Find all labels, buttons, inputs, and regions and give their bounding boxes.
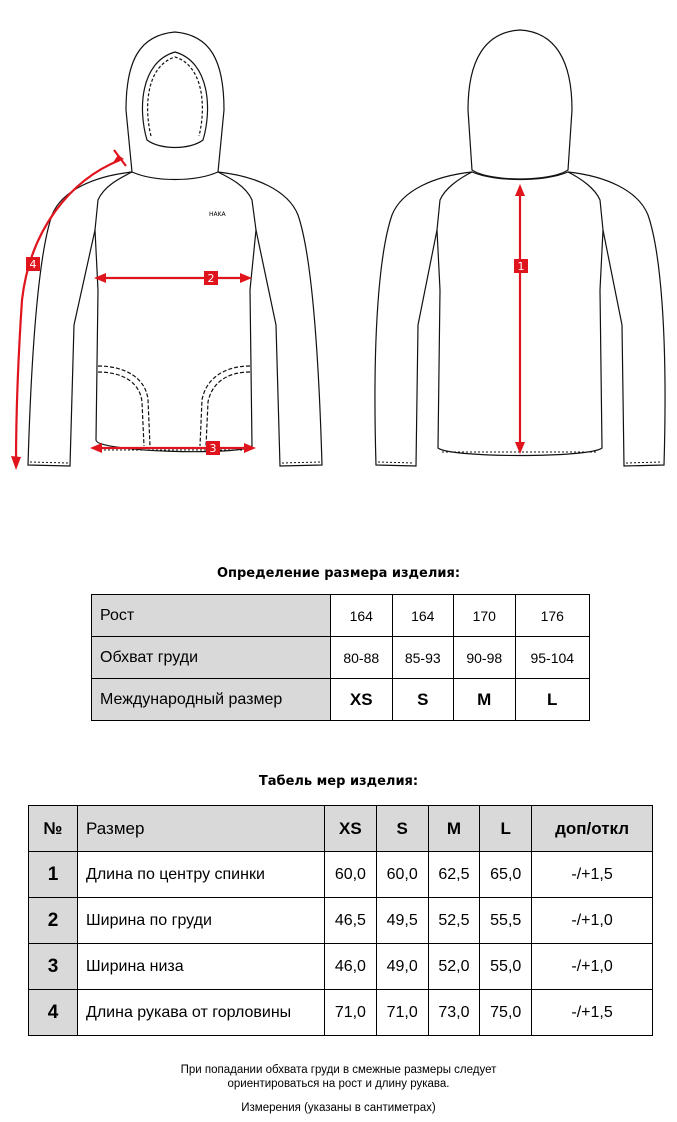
cell: 75,0 (480, 990, 532, 1036)
row-name: Ширина низа (78, 944, 325, 990)
fit-note (0, 1063, 677, 1091)
front-hood-opening (142, 52, 207, 148)
cell: S (392, 679, 454, 721)
row-number: 2 (29, 898, 78, 944)
cell: 60,0 (376, 852, 428, 898)
table-row (29, 898, 653, 944)
units-note: Измерения (указаны в сантиметрах) (241, 1102, 436, 1114)
cell: 73,0 (428, 990, 480, 1036)
cell: 71,0 (376, 990, 428, 1036)
row-number: 3 (29, 944, 78, 990)
brand-logo: HAKA (209, 211, 226, 218)
header-tolerance: доп/откл (532, 806, 653, 852)
cell: M (454, 679, 516, 721)
table-header-row (29, 806, 653, 852)
marker-2: 2 (207, 272, 215, 285)
front-right-sleeve (218, 172, 322, 466)
cell: 80-88 (331, 637, 393, 679)
marker-4: 4 (29, 258, 37, 271)
cell: 164 (331, 595, 393, 637)
fit-note-line-1: При попадании обхвата груди в смежные размеры следует (180, 1064, 497, 1076)
back-hood (468, 30, 572, 179)
table-row (29, 944, 653, 990)
header-cell: XS (325, 806, 377, 852)
table-row (92, 595, 590, 637)
row-number: 4 (29, 990, 78, 1036)
cell: 85-93 (392, 637, 454, 679)
cell: -/+1,0 (532, 944, 653, 990)
front-body (95, 172, 256, 452)
front-hood-opening-inner (148, 57, 203, 136)
table-row (29, 852, 653, 898)
cell: 49,0 (376, 944, 428, 990)
sleeve-length-arrow (16, 160, 120, 465)
header-cell: L (480, 806, 532, 852)
cell: -/+1,5 (532, 990, 653, 1036)
cell: 55,5 (480, 898, 532, 944)
cell: 46,5 (325, 898, 377, 944)
back-left-sleeve (375, 172, 472, 466)
header-no: № (29, 806, 78, 852)
cell: -/+1,5 (532, 852, 653, 898)
cell: 170 (454, 595, 516, 637)
size-definition-table (91, 594, 590, 721)
hoodie-diagram (0, 0, 677, 500)
row-number: 1 (29, 852, 78, 898)
cell: L (515, 679, 590, 721)
row-label: Рост (92, 595, 331, 637)
row-name: Длина рукава от горловины (78, 990, 325, 1036)
cell: 176 (515, 595, 590, 637)
front-right-pocket (200, 366, 250, 446)
header-cell: S (376, 806, 428, 852)
cell: 90-98 (454, 637, 516, 679)
marker-3: 3 (209, 442, 217, 455)
cell: 52,5 (428, 898, 480, 944)
front-hood (126, 32, 224, 172)
table-row (29, 990, 653, 1036)
cell: 49,5 (376, 898, 428, 944)
table-row (92, 679, 590, 721)
fit-note-line-2: ориентироваться на рост и длину рукава. (227, 1078, 450, 1090)
front-left-pocket (98, 366, 150, 446)
header-size: Размер (78, 806, 325, 852)
row-label: Обхват груди (92, 637, 331, 679)
cell: 62,5 (428, 852, 480, 898)
front-left-sleeve (28, 172, 132, 466)
size-definition-title: Определение размера изделия: (216, 566, 461, 581)
cell: 46,0 (325, 944, 377, 990)
cell: 95-104 (515, 637, 590, 679)
cell: -/+1,0 (532, 898, 653, 944)
table-row (92, 637, 590, 679)
cell: 55,0 (480, 944, 532, 990)
cell: 71,0 (325, 990, 377, 1036)
marker-1: 1 (517, 260, 525, 273)
cell: 60,0 (325, 852, 377, 898)
back-right-sleeve (568, 172, 665, 466)
measurements-title: Табель мер изделия: (258, 774, 419, 789)
measurements-table (28, 805, 653, 1036)
row-name: Длина по центру спинки (78, 852, 325, 898)
cell: XS (331, 679, 393, 721)
cell: 164 (392, 595, 454, 637)
cell: 65,0 (480, 852, 532, 898)
row-name: Ширина по груди (78, 898, 325, 944)
row-label: Международный размер (92, 679, 331, 721)
cell: 52,0 (428, 944, 480, 990)
header-cell: M (428, 806, 480, 852)
